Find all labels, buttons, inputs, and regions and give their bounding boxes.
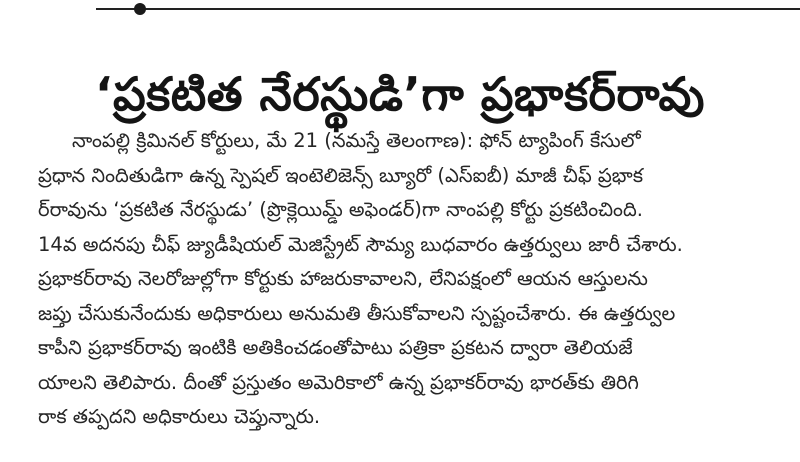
article-line: జప్తు చేసుకునేందుకు అధికారులు అనుమతి తీసుకోవాలని స్పష్టంచేశారు. ఈ ఉత్తర్వుల — [38, 301, 676, 325]
article-line: నాంపల్లి క్రిమినల్ కోర్టులు, మే 21 (నమస్తే తెలంగాణ): ఫోన్ ట్యాపింగ్ కేసులో — [72, 129, 641, 152]
article-line: కాపీని ప్రభాకర్‌రావు ఇంటికి అతికించడంతోపాటు పత్రికా ప్రకటన ద్వారా తెలియజే — [38, 336, 633, 359]
article-line: రాక తప్పదని అధికారులు చెప్తున్నారు. — [38, 405, 321, 428]
article-line: ప్రభాకర్‌రావు నెలరోజుల్లోగా కోర్టుకు హాజరుకావాలని, లేనిపక్షంలో ఆయన ఆస్తులను — [38, 267, 648, 290]
divider-bullet — [134, 3, 146, 15]
article-line: ప్రధాన నిందితుడిగా ఉన్న స్పెషల్ ఇంటెలిజెన్స్ బ్యూరో (ఎస్ఐబీ) మాజీ చీఫ్ ప్రభాక — [38, 163, 644, 187]
article-line: 14వ అదనపు చీఫ్ జ్యుడీషియల్ మెజిస్ట్రేట్ సౌమ్య బుధవారం ఉత్తర్వులు జారీ చేశారు. — [38, 232, 683, 256]
article-line: ర్‌రావును ‘ప్రకటిత నేరస్థుడు’ (ప్రొక్లెయిమ్డ్ అఫెండర్)గా నాంపల్లి కోర్టు ప్రకటించింది. — [38, 198, 643, 221]
top-divider-rule — [96, 8, 800, 10]
article-headline: ‘ప్రకటిత నేరస్థుడి’గా ప్రభాకర్‌రావు — [95, 66, 705, 121]
article-body — [38, 124, 760, 435]
article-line: యాలని తెలిపారు. దీంతో ప్రస్తుతం అమెరికాలో ఉన్న ప్రభాకర్‌రావు భారత్‌కు తిరిగి — [38, 370, 639, 394]
